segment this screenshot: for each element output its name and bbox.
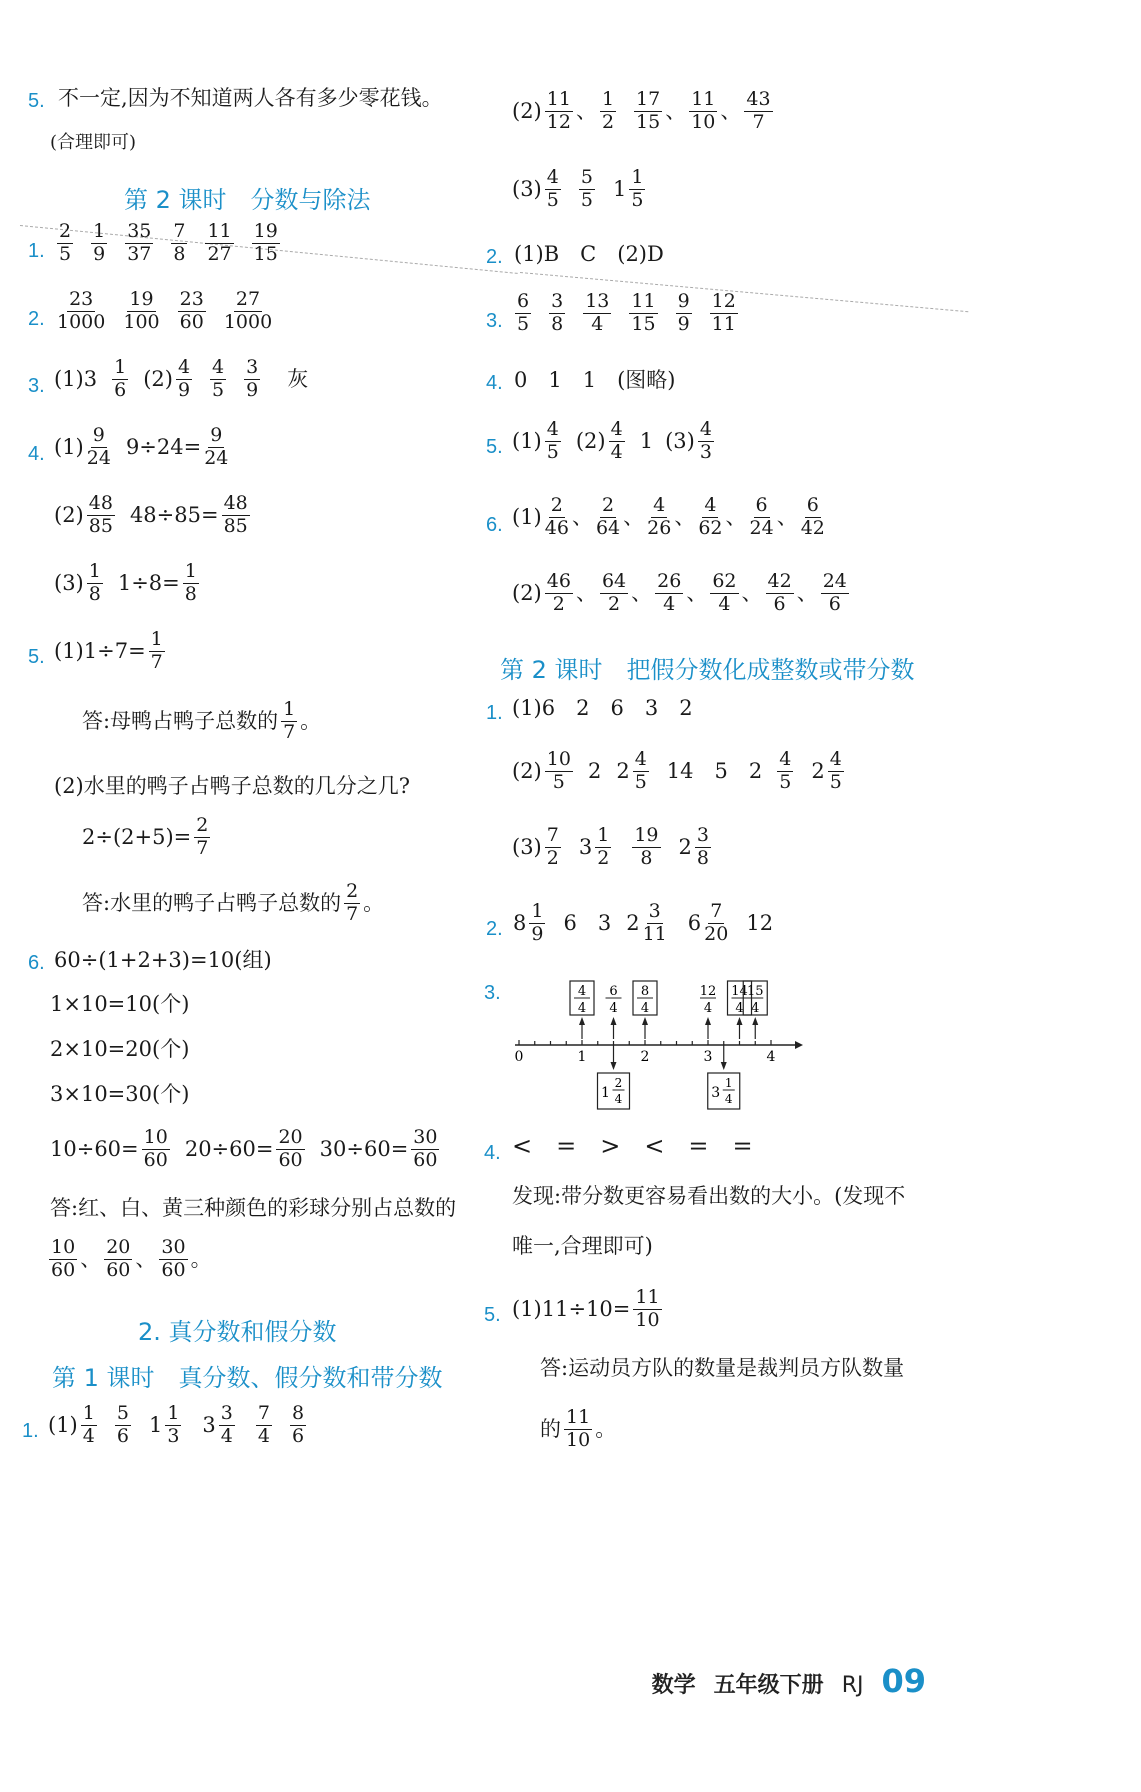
mixed-number: 1 $\frac{1}{3}$ bbox=[148, 1402, 180, 1447]
answer-line: 的 $\frac{11}{10}$ 。 bbox=[540, 1406, 617, 1451]
page-number: 09 bbox=[881, 1662, 926, 1700]
footer-grade: 五年级下册 bbox=[713, 1673, 824, 1698]
fraction: $\frac{10}{60}$ bbox=[51, 1236, 76, 1281]
question-number: 5. bbox=[28, 646, 45, 668]
fraction: $\frac{10}{5}$ bbox=[546, 748, 571, 793]
answer-line: (2)水里的鸭子占鸭子总数的几分之几? bbox=[54, 774, 411, 798]
section-heading: 第 1 课时 真分数、假分数和带分数 bbox=[52, 1364, 443, 1392]
answer-line: (1)6 2 6 3 2 bbox=[512, 696, 693, 720]
fraction: $\frac{4}{5}$ bbox=[546, 418, 559, 463]
up-arrow-icon bbox=[737, 1017, 743, 1025]
question-number: 6. bbox=[28, 952, 45, 974]
fraction: $\frac{11}{10}$ bbox=[691, 88, 716, 133]
mixed-number: 2 $\frac{3}{8}$ bbox=[678, 824, 709, 869]
up-arrow-icon bbox=[642, 1017, 648, 1025]
fraction: $\frac{9}{24}$ bbox=[204, 424, 229, 469]
fraction: $\frac{4}{26}$ bbox=[647, 494, 672, 539]
fraction: $\frac{11}{27}$ bbox=[207, 220, 232, 265]
question-number: 4. bbox=[484, 1142, 501, 1164]
question-number: 6. bbox=[486, 514, 503, 536]
answer-line: 8 $\frac{1}{9}$ 6 3 2 $\frac{3}{11}$ 6 $\frac{7}{20}$ 12 bbox=[513, 900, 774, 945]
fraction: $\frac{1}{9}$ bbox=[93, 220, 106, 265]
fraction: $\frac{1}{6}$ bbox=[114, 356, 127, 401]
fraction-numerator: 15 bbox=[746, 984, 764, 999]
fraction: $\frac{48}{85}$ bbox=[223, 492, 248, 537]
fraction: $\frac{24}{6}$ bbox=[822, 570, 847, 615]
up-arrow-icon bbox=[752, 1017, 758, 1025]
fraction: $\frac{23}{60}$ bbox=[179, 288, 204, 333]
fraction-denominator: 4 bbox=[703, 1001, 713, 1016]
fraction-denominator: 4 bbox=[614, 1092, 623, 1106]
mixed-whole: 1 bbox=[601, 1085, 610, 1101]
fraction: $\frac{20}{60}$ bbox=[106, 1236, 131, 1281]
fraction: $\frac{4}{4}$ bbox=[610, 418, 623, 463]
fraction-numerator: 6 bbox=[609, 984, 618, 999]
tick-label: 1 bbox=[577, 1049, 587, 1065]
fraction: $\frac{9}{24}$ bbox=[86, 424, 111, 469]
fraction: $\frac{6}{24}$ bbox=[749, 494, 774, 539]
answer-line: 0 1 1 (图略) bbox=[514, 368, 676, 392]
mixed-whole: 3 bbox=[711, 1085, 721, 1101]
question-number: 3. bbox=[486, 310, 503, 332]
fraction: $\frac{5}{6}$ bbox=[116, 1402, 129, 1447]
fraction: $\frac{3}{9}$ bbox=[246, 356, 259, 401]
answer-line: (3) $\frac{1}{8}$ 1÷8= $\frac{1}{8}$ bbox=[54, 560, 197, 605]
answer-line: 答:运动员方队的数量是裁判员方队数量 bbox=[540, 1356, 905, 1380]
question-number: 4. bbox=[486, 372, 503, 394]
answer-line: 发现:带分数更容易看出数的大小。(发现不 bbox=[512, 1184, 906, 1208]
answer-line: 10÷60= $\frac{10}{60}$ 20÷60= $\frac{20}{60}$ 30÷60= $\frac{30}{60}$ bbox=[50, 1126, 438, 1171]
answer-line: (2) $\frac{46}{2}$ 、 $\frac{64}{2}$ 、 $\frac{26}{4}$ 、 $\frac{62}{4}$ 、 $\frac{42}{6}$ 、 $\frac{24}{6}$ bbox=[512, 570, 847, 615]
answer-line: (1)1÷7= $\frac{1}{7}$ bbox=[54, 628, 163, 673]
fraction: $\frac{11}{10}$ bbox=[566, 1406, 591, 1451]
fraction: $\frac{2}{46}$ bbox=[544, 494, 569, 539]
fraction: $\frac{7}{2}$ bbox=[546, 824, 559, 869]
fraction-denominator: 4 bbox=[735, 1001, 744, 1016]
answer-line: $\frac{10}{60}$ 、 $\frac{20}{60}$ 、 $\frac{30}{60}$ 。 bbox=[51, 1236, 212, 1281]
fraction: $\frac{12}{11}$ bbox=[711, 290, 736, 335]
mixed-number: 3 $\frac{1}{2}$ bbox=[578, 824, 610, 869]
fraction: $\frac{64}{2}$ bbox=[601, 570, 627, 615]
footer-subject: 数学 bbox=[651, 1673, 696, 1698]
fraction: $\frac{4}{5}$ bbox=[212, 356, 225, 401]
fraction-numerator: 1 bbox=[724, 1076, 733, 1090]
fraction: $\frac{2}{7}$ bbox=[196, 814, 209, 859]
question-number: 3. bbox=[28, 375, 45, 397]
answer-line: (3) $\frac{7}{2}$ 3 $\frac{1}{2}$ $\frac{19}{8}$ 2 $\frac{3}{8}$ bbox=[512, 826, 717, 869]
answer-line: (1) $\frac{4}{5}$ (2) $\frac{4}{4}$ 1 (3) $\frac{4}{3}$ bbox=[512, 418, 712, 463]
question-number: 5. bbox=[486, 436, 503, 458]
answer-line: (1) $\frac{1}{4}$ $\frac{5}{6}$ 1 $\frac{1}{3}$ 3 $\frac{3}{4}$ $\frac{7}{4}$ $\frac{8}{6}$ bbox=[48, 1402, 305, 1447]
fraction: $\frac{30}{60}$ bbox=[413, 1126, 438, 1171]
mixed-number: 2 $\frac{4}{5}$ bbox=[811, 748, 842, 793]
fraction: $\frac{2}{5}$ bbox=[59, 220, 72, 265]
answer-line: 60÷(1+2+3)=10(组) bbox=[54, 948, 272, 972]
fraction-numerator: 2 bbox=[614, 1076, 623, 1090]
answer-line: 2×10=20(个) bbox=[50, 1037, 190, 1061]
tick-label: 2 bbox=[640, 1049, 650, 1065]
fraction-denominator: 4 bbox=[640, 1001, 650, 1016]
fraction: $\frac{5}{5}$ bbox=[580, 166, 593, 211]
fraction: $\frac{19}{8}$ bbox=[634, 824, 659, 869]
fraction: $\frac{23}{1000}$ bbox=[57, 288, 106, 333]
answer-line: (1)11÷10= $\frac{11}{10}$ bbox=[512, 1286, 660, 1331]
fraction-denominator: 4 bbox=[751, 1001, 760, 1016]
fraction: $\frac{43}{7}$ bbox=[746, 88, 771, 133]
mixed-number: 2 $\frac{3}{11}$ bbox=[626, 900, 667, 945]
question-number: 1. bbox=[28, 240, 45, 262]
section-heading: 2. 真分数和假分数 bbox=[138, 1318, 337, 1346]
mixed-number: 8 $\frac{1}{9}$ bbox=[513, 900, 544, 945]
fraction-numerator: 12 bbox=[699, 984, 717, 999]
answer-line: 1×10=10(个) bbox=[50, 992, 190, 1016]
tick-label: 4 bbox=[766, 1049, 776, 1065]
question-number: 1. bbox=[486, 702, 503, 724]
fraction: $\frac{4}{3}$ bbox=[699, 418, 712, 463]
fraction-numerator: 4 bbox=[577, 984, 587, 999]
fraction: $\frac{7}{8}$ bbox=[173, 220, 186, 265]
axis-arrow-icon bbox=[795, 1041, 803, 1049]
fraction: $\frac{17}{15}$ bbox=[636, 88, 661, 133]
fraction: $\frac{1}{4}$ bbox=[82, 1402, 95, 1447]
fraction-list bbox=[54, 222, 283, 265]
question-number: 4. bbox=[28, 443, 45, 465]
answer-line: 答:红、白、黄三种颜色的彩球分别占总数的 bbox=[50, 1196, 457, 1220]
fraction: $\frac{11}{10}$ bbox=[635, 1286, 660, 1331]
fraction: $\frac{8}{6}$ bbox=[291, 1402, 305, 1447]
mixed-number: 3 $\frac{3}{4}$ bbox=[202, 1402, 233, 1447]
question-number: 5. bbox=[484, 1304, 501, 1326]
fraction: $\frac{4}{5}$ bbox=[779, 748, 792, 793]
fraction: $\frac{2}{64}$ bbox=[595, 494, 621, 539]
page-footer bbox=[652, 1662, 926, 1700]
fraction: $\frac{6}{5}$ bbox=[517, 290, 530, 335]
answer-note: (合理即可) bbox=[50, 132, 137, 153]
section-heading: 第 2 课时 分数与除法 bbox=[124, 186, 371, 214]
mixed-number: 6 $\frac{7}{20}$ bbox=[687, 900, 729, 945]
fraction: $\frac{2}{7}$ bbox=[346, 880, 359, 925]
answer-line: 2÷(2+5)= $\frac{2}{7}$ bbox=[82, 814, 209, 859]
fraction-denominator: 4 bbox=[609, 1001, 618, 1016]
mixed-number: 1 $\frac{1}{5}$ bbox=[612, 166, 644, 211]
fraction: $\frac{3}{8}$ bbox=[551, 290, 564, 335]
question-number: 5. bbox=[28, 90, 45, 112]
fraction: $\frac{42}{6}$ bbox=[767, 570, 792, 615]
fraction: $\frac{1}{7}$ bbox=[150, 628, 163, 673]
tick-label: 0 bbox=[514, 1049, 524, 1065]
fraction-list bbox=[512, 292, 741, 335]
answer-line: (2) $\frac{11}{12}$ 、 $\frac{1}{2}$ $\frac{17}{15}$ 、 $\frac{11}{10}$ 、 $\frac{43}{7}$ bbox=[512, 88, 771, 133]
fraction-denominator: 4 bbox=[577, 1001, 587, 1016]
fraction-numerator: 8 bbox=[640, 984, 650, 999]
mixed-number: 2 $\frac{4}{5}$ bbox=[616, 748, 647, 793]
answer-line: (3) $\frac{4}{5}$ $\frac{5}{5}$ 1 $\frac{1}{5}$ bbox=[512, 168, 651, 211]
fraction: $\frac{10}{60}$ bbox=[143, 1126, 168, 1171]
number-line-diagram bbox=[505, 975, 815, 1115]
fraction: $\frac{1}{8}$ bbox=[88, 560, 101, 605]
question-number: 1. bbox=[22, 1420, 39, 1442]
up-arrow-icon bbox=[705, 1017, 711, 1025]
question-number: 2. bbox=[486, 246, 503, 268]
answer-line: (1) $\frac{2}{46}$ 、 $\frac{2}{64}$ 、 $\frac{4}{26}$ 、 $\frac{4}{62}$ 、 $\frac{6}{24}$ 、 $\frac{6}{42}$ bbox=[512, 494, 825, 539]
fraction: $\frac{11}{12}$ bbox=[546, 88, 571, 133]
fraction-denominator: 4 bbox=[724, 1092, 733, 1106]
up-arrow-icon bbox=[611, 1017, 617, 1025]
question-number: 2. bbox=[28, 308, 45, 330]
down-arrow-icon bbox=[721, 1062, 727, 1070]
fraction: $\frac{4}{9}$ bbox=[177, 356, 191, 401]
fraction: $\frac{30}{60}$ bbox=[161, 1236, 186, 1281]
fraction: $\frac{26}{4}$ bbox=[657, 570, 682, 615]
fraction: $\frac{1}{8}$ bbox=[184, 560, 197, 605]
fraction: $\frac{19}{100}$ bbox=[123, 288, 160, 333]
answer-line: 3×10=30(个) bbox=[50, 1082, 190, 1106]
answer-line: (1)B C (2)D bbox=[514, 242, 664, 266]
fraction: $\frac{7}{4}$ bbox=[257, 1402, 270, 1447]
fraction: $\frac{11}{15}$ bbox=[631, 290, 656, 335]
fraction: $\frac{9}{9}$ bbox=[677, 290, 690, 335]
answer-line: 答:母鸭占鸭子总数的 $\frac{1}{7}$ 。 bbox=[82, 698, 322, 743]
fraction: $\frac{4}{62}$ bbox=[698, 494, 723, 539]
answer-line: < = > < = = bbox=[512, 1132, 753, 1160]
fraction: $\frac{35}{37}$ bbox=[127, 220, 152, 265]
fraction: $\frac{62}{4}$ bbox=[712, 570, 737, 615]
fraction: $\frac{27}{1000}$ bbox=[223, 288, 273, 333]
answer-line: 唯一,合理即可) bbox=[512, 1234, 653, 1258]
fraction: $\frac{1}{2}$ bbox=[601, 88, 615, 133]
footer-edition: RJ bbox=[841, 1673, 864, 1698]
answer-line: (1)3 $\frac{1}{6}$ (2) $\frac{4}{9}$ $\frac{4}{5}$ $\frac{3}{9}$ 灰 bbox=[54, 356, 309, 401]
up-arrow-icon bbox=[579, 1017, 585, 1025]
tick-label: 3 bbox=[703, 1049, 713, 1065]
fraction: $\frac{4}{5}$ bbox=[546, 166, 559, 211]
fraction-numerator: 14 bbox=[731, 984, 748, 999]
question-number: 2. bbox=[486, 918, 503, 940]
answer-line: (1) $\frac{9}{24}$ 9÷24= $\frac{9}{24}$ bbox=[54, 424, 229, 469]
fraction: $\frac{1}{7}$ bbox=[283, 698, 296, 743]
fraction-list bbox=[54, 290, 275, 333]
answer-line: 答:水里的鸭子占鸭子总数的 $\frac{2}{7}$ 。 bbox=[82, 880, 385, 925]
down-arrow-icon bbox=[611, 1062, 617, 1070]
answer-line: (2) $\frac{48}{85}$ 48÷85= $\frac{48}{85}$ bbox=[54, 492, 248, 537]
fraction: $\frac{20}{60}$ bbox=[278, 1126, 303, 1171]
answer-line: (2) $\frac{10}{5}$ 2 2 $\frac{4}{5}$ 14 5 2 $\frac{4}{5}$ 2 $\frac{4}{5}$ bbox=[512, 750, 850, 793]
question-number: 3. bbox=[484, 982, 501, 1004]
section-heading: 第 2 课时 把假分数化成整数或带分数 bbox=[500, 656, 915, 684]
fraction: $\frac{6}{42}$ bbox=[800, 494, 825, 539]
answer-line: 不一定,因为不知道两人各有多少零花钱。 bbox=[58, 86, 443, 110]
fraction: $\frac{46}{2}$ bbox=[546, 570, 571, 615]
fraction: $\frac{48}{85}$ bbox=[88, 492, 113, 537]
fraction: $\frac{13}{4}$ bbox=[585, 290, 610, 335]
fraction: $\frac{19}{15}$ bbox=[253, 220, 278, 265]
